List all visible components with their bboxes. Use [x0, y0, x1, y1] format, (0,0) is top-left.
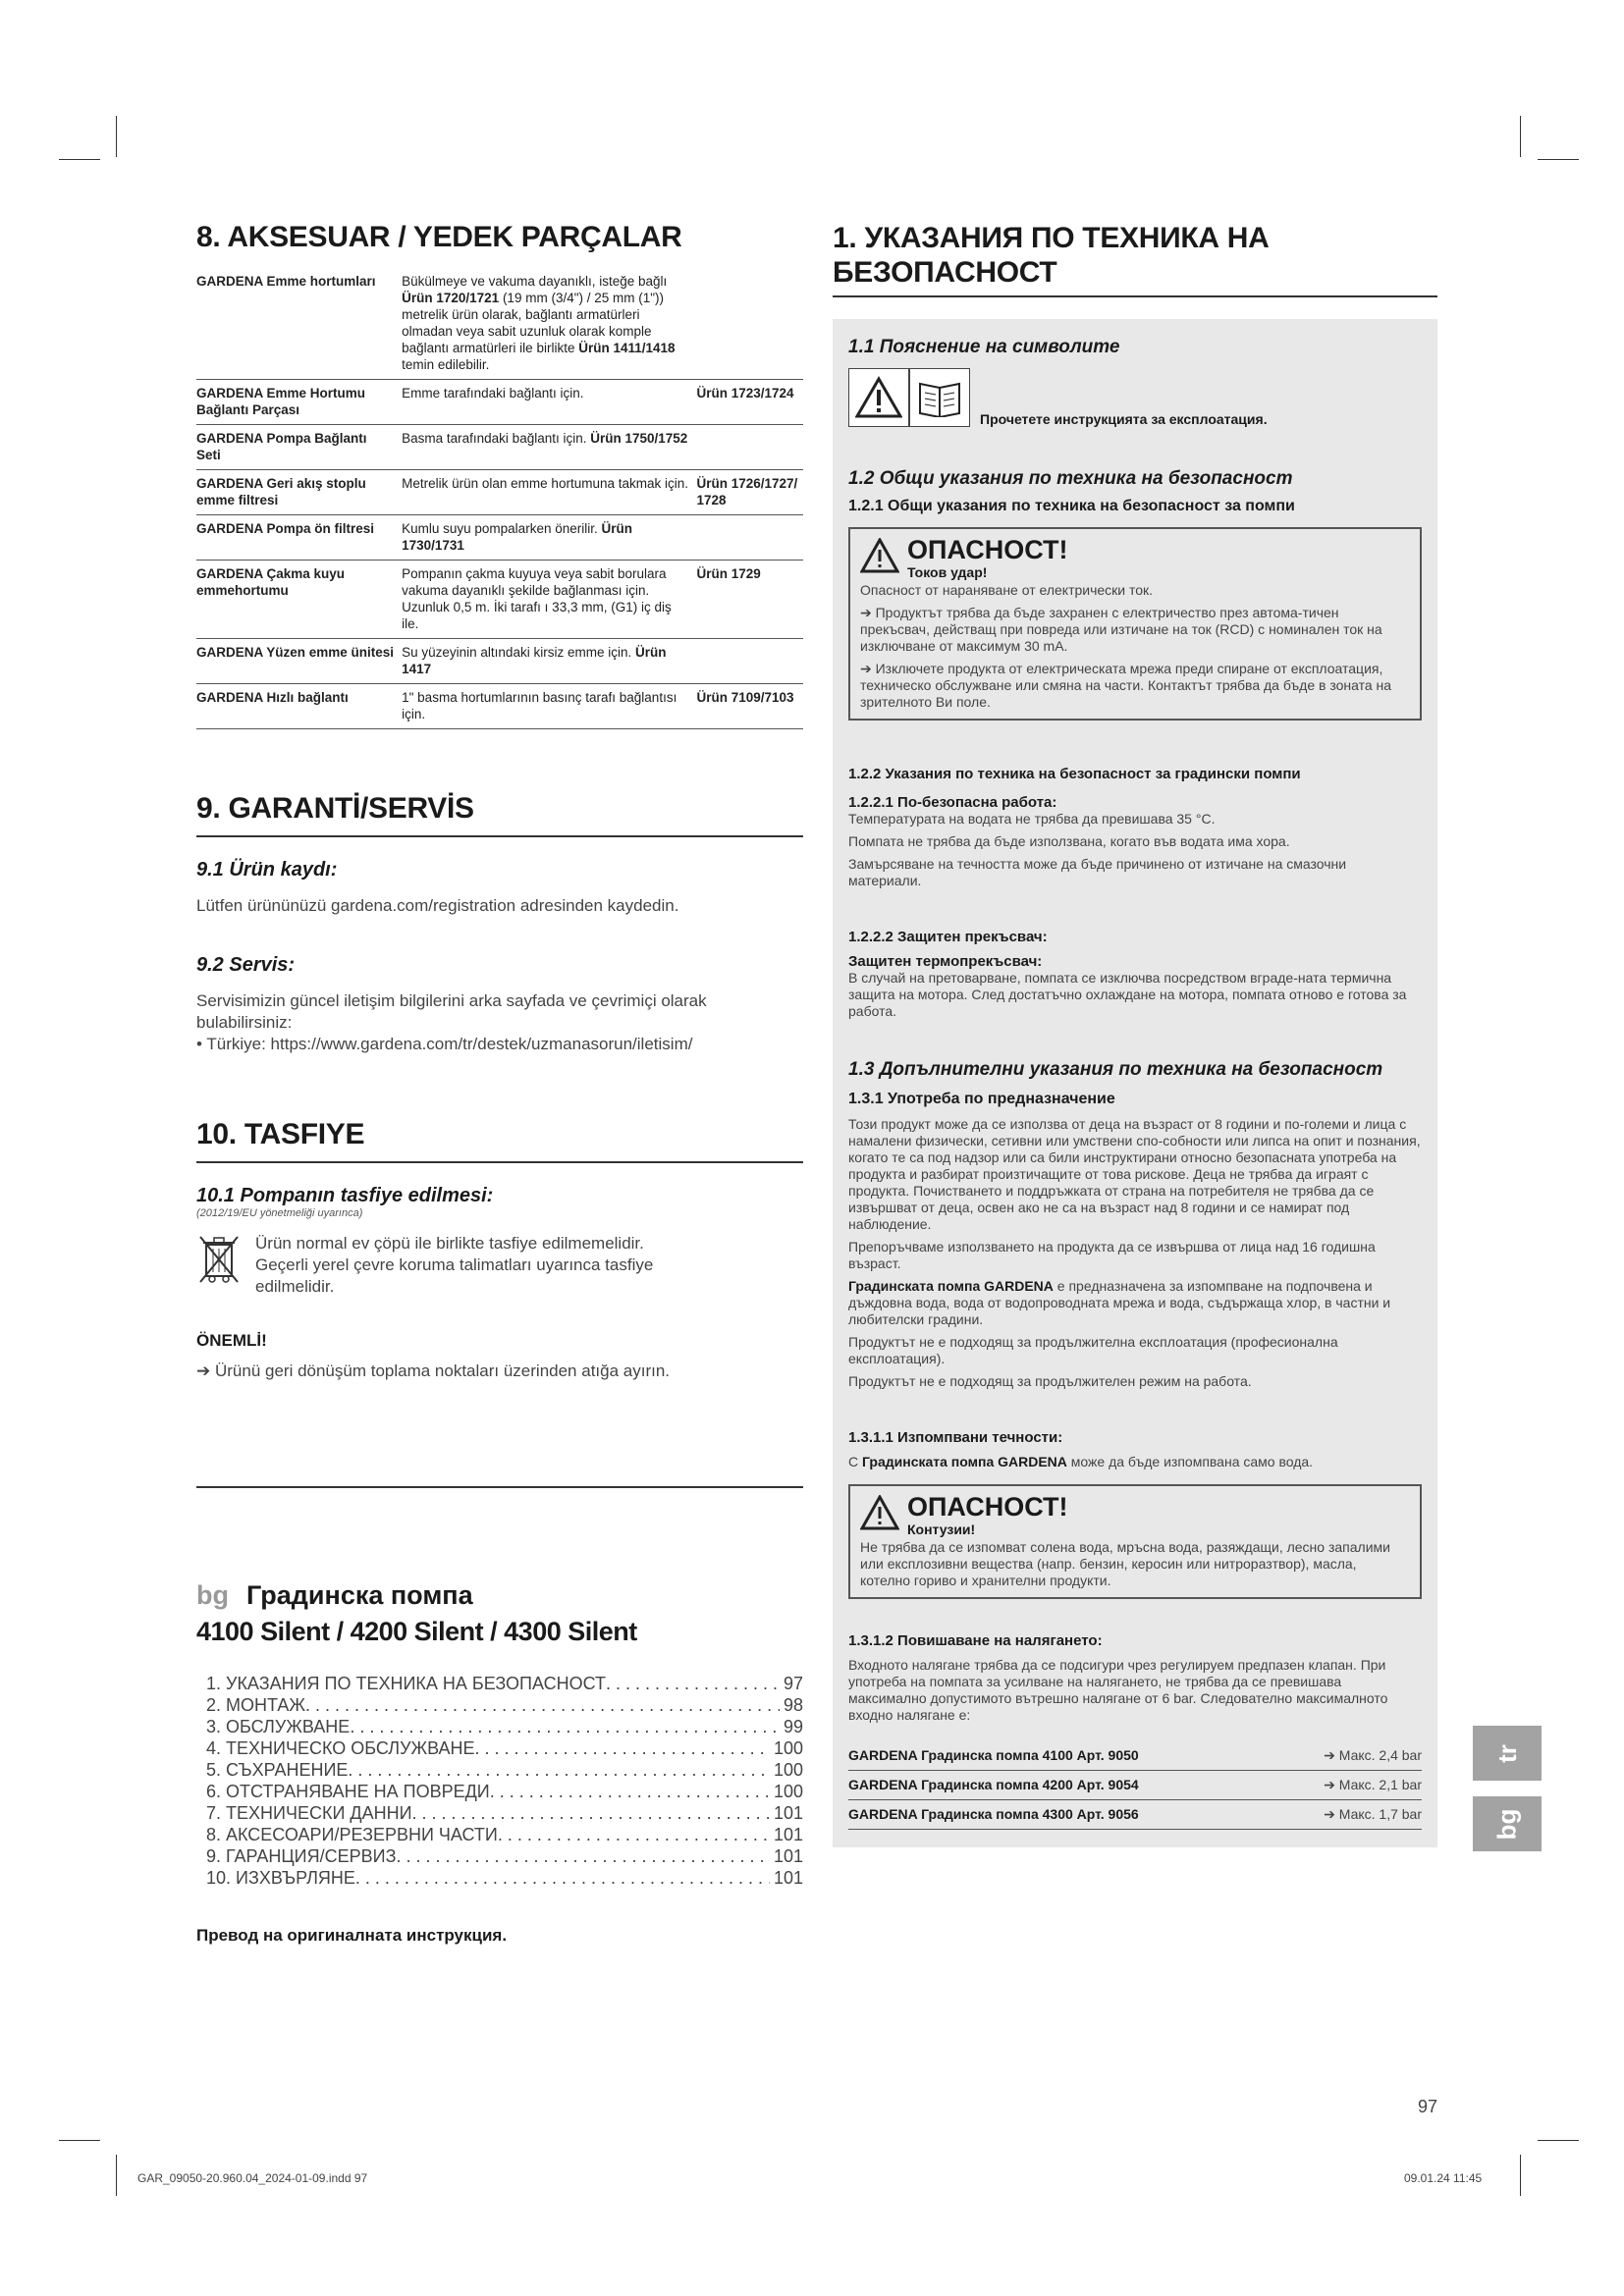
warning-icon [860, 1495, 899, 1535]
s121-title: 1.2.1 Общи указания по техника на безопасност за помпи [848, 498, 1295, 514]
table-row [196, 639, 803, 684]
toc-page: 100 [773, 1760, 803, 1780]
toc-page: 101 [773, 1846, 803, 1866]
section-10-text: Ürün normal ev çöpü ile birlikte tasfiye edilmemelidir. Geçerli yerel çevre koruma talimatları uyarınca tasfiye edilmelidir. [255, 1234, 654, 1296]
toc-page: 98 [783, 1695, 803, 1715]
toc-label: 2. МОНТАЖ [206, 1695, 306, 1715]
toc-item[interactable] [206, 1759, 803, 1781]
table-row [196, 684, 803, 729]
accessory-desc-part: temin edilebilir. [402, 357, 490, 372]
spec-label: GARDENA Градинска помпа 4200 Арт. 9054 [848, 1777, 1139, 1792]
read-manual-text: Прочетете инструкцията за експлоатация. [980, 411, 1268, 427]
section-9-2-text: Servisimizin güncel iletişim bilgilerini arka sayfada ve çevrimiçi olarak bulabilirsiniz: [196, 991, 707, 1032]
toc-item[interactable] [206, 1737, 803, 1759]
accessory-desc [402, 639, 696, 684]
table-row [196, 470, 803, 515]
spec-row [848, 1771, 1422, 1800]
s1221-title: 1.2.2.1 По-безопасна работа: [848, 794, 1057, 811]
spec-value: ➔ Макс. 2,4 bar [1324, 1747, 1422, 1763]
spec-value: ➔ Макс. 1,7 bar [1324, 1806, 1422, 1822]
accessory-desc-part: Metrelik ürün olan emme hortumuna takmak için. [402, 476, 688, 491]
accessory-name: GARDENA Yüzen emme ünitesi [196, 639, 402, 684]
accessory-desc [402, 425, 696, 470]
table-row [196, 380, 803, 425]
accessory-desc [402, 470, 696, 515]
table-row [196, 268, 803, 380]
toc-item[interactable] [206, 1781, 803, 1802]
danger-text: ➔ Продуктът трябва да бъде захранен с електричество през автома-тичен прекъсвач, действащ при повреда или изтичане на ток (RCD) с номинален ток на изключване от максимум 30 mA. [860, 605, 1382, 654]
toc-item[interactable] [206, 1802, 803, 1824]
spec-list [848, 1741, 1422, 1830]
danger-text: ➔ Изключете продукта от електрическата мрежа преди спиране от експлоатация, техническо обслужване или смяна на части. Контактът трябва да бъде в зоната на зрителното Ви поле. [860, 661, 1392, 710]
tab-bg-label: bg [1491, 1808, 1522, 1840]
accessory-code: Ürün 7109/7103 [696, 684, 803, 729]
spec-value: ➔ Макс. 2,1 bar [1324, 1777, 1422, 1792]
crop-mark [116, 2155, 117, 2196]
s131-text: Препоръчваме използването на продукта да се извършва от лица над 16 годишна възраст. [848, 1239, 1376, 1271]
s1311-post: може да бъде изпомпвана само вода. [1066, 1454, 1314, 1469]
toc-page: 101 [773, 1825, 803, 1844]
s131-text: Продуктът не е подходящ за продължителна експлоатация (професионална експлоатация). [848, 1334, 1338, 1366]
s11-title: 1.1 Пояснение на символите [848, 337, 1120, 357]
accessory-name: GARDENA Hızlı bağlantı [196, 684, 402, 729]
toc-page: 100 [773, 1738, 803, 1758]
table-row [196, 425, 803, 470]
section-9-1-title: 9.1 Ürün kaydı: [196, 859, 338, 881]
accessory-desc-part: Kumlu suyu pompalarken önerilir. [402, 521, 602, 536]
s1221-text: Температурата на водата не трябва да превишава 35 °C. [848, 811, 1216, 827]
toc-label: 5. СЪХРАНЕНИЕ [206, 1760, 349, 1780]
toc-item[interactable] [206, 1824, 803, 1845]
toc-item[interactable] [206, 1845, 803, 1867]
toc-page: 101 [773, 1803, 803, 1823]
accessory-code: Ürün 1723/1724 [696, 380, 803, 425]
accessory-desc [402, 561, 696, 639]
crop-mark [116, 116, 117, 157]
toc-label: 8. АКСЕСОАРИ/РЕЗЕРВНИ ЧАСТИ [206, 1825, 498, 1844]
manual-icon [909, 368, 970, 427]
spec-label: GARDENA Градинска помпа 4100 Арт. 9050 [848, 1747, 1139, 1763]
danger-subtitle: Токов удар! [907, 564, 988, 580]
toc-label: 3. ОБСЛУЖВАНЕ [206, 1717, 351, 1736]
spec-row [848, 1800, 1422, 1830]
accessory-desc-part: 1" basma hortumlarının basınç tarafı bağlantısı için. [402, 690, 677, 721]
s131-text: Продуктът не е подходящ за продължителен режим на работа. [848, 1373, 1252, 1389]
toc-label: 1. УКАЗАНИЯ ПО ТЕХНИКА НА БЕЗОПАСНОСТ [206, 1674, 606, 1693]
section-9-2-bullet: • Türkiye: https://www.gardena.com/tr/destek/uzmanasorun/iletisim/ [196, 1035, 693, 1053]
accessory-desc-part: Basma tarafındaki bağlantı için. [402, 431, 591, 446]
translation-note: Превод на оригиналната инструкция. [196, 1926, 508, 1945]
accessory-code [696, 515, 803, 561]
s1311-bold: Градинската помпа GARDENA [862, 1454, 1067, 1469]
s1222-text: В случай на претоварване, помпата се изключва посредством вграде-ната термична защита на мотора. След достатъчно охлаждане на мотора, помпата отново е готова за работа. [848, 970, 1407, 1019]
accessory-desc-part: Pompanın çakma kuyuya veya sabit borulara vakuma dayanıklı şekilde bağlanması için. Uzunluk 0,5 m. İki tarafı ı 33,3 mm, (G1) iç diş ile. [402, 566, 672, 631]
accessory-desc [402, 684, 696, 729]
accessory-desc [402, 515, 696, 561]
accessory-code-inline: Ürün 1417 [402, 645, 667, 676]
toc-item[interactable] [206, 1694, 803, 1716]
accessory-desc [402, 268, 696, 380]
s1222-title: 1.2.2.2 Защитен прекъсвач: [848, 929, 1048, 945]
accessory-code: Ürün 1729 [696, 561, 803, 639]
toc-leader [412, 1802, 770, 1824]
toc-leader [475, 1737, 770, 1759]
right-title: 1. УКАЗАНИЯ ПО ТЕХНИКА НА БЕЗОПАСНОСТ [833, 221, 1437, 297]
toc-page: 101 [773, 1868, 803, 1888]
toc-leader [355, 1867, 770, 1889]
toc-label: 7. ТЕХНИЧЕСКИ ДАННИ [206, 1803, 412, 1823]
accessory-code-inline: Ürün 1730/1731 [402, 521, 632, 553]
crop-mark [1520, 2155, 1521, 2196]
danger-subtitle: Контузии! [907, 1522, 976, 1537]
section-9-title: 9. GARANTİ/SERVİS [196, 792, 803, 837]
danger-box-electric [848, 527, 1422, 721]
s131-text: Този продукт може да се използва от деца на възраст от 8 години и по-големи и лица с намалени физически, сетивни или умствени спо-собности или липса на опит и познания, когато те са под надзор или са били инструктирани относно безопасната употреба на продукта и разбират произтичащите от това рискове. Деца не трябва да играят с продукта. Почистването и поддръжката от страна на потребителя не трябва да се извършват от деца, освен ако не са на възраст над 8 години и се намират под наблюдение. [848, 1116, 1421, 1232]
s1221-text: Замърсяване на течността може да бъде причинено от изтичане на смазочни материали. [848, 856, 1347, 888]
tab-tr-label: tr [1491, 1743, 1522, 1763]
s1222-subtitle: Защитен термопрекъсвач: [848, 953, 1043, 970]
s122-title: 1.2.2 Указания по техника на безопасност за градински помпи [848, 766, 1301, 782]
section-9-2-title: 9.2 Servis: [196, 954, 296, 976]
table-of-contents [196, 1673, 803, 1889]
danger-text: Не трябва да се изпомват солена вода, мръсна вода, разяждащи, лесно запалими или експлозивни вещества (напр. бензин, керосин или нитроразтвор), масла, котелно гориво и хранителни продукти. [860, 1539, 1390, 1588]
s131-bold: Градинската помпа GARDENA [848, 1278, 1054, 1294]
footer-file: GAR_09050-20.960.04_2024-01-09.indd 97 [137, 2171, 368, 2185]
important-label: ÖNEMLİ! [196, 1331, 267, 1350]
important-text: ➔ Ürünü geri dönüşüm toplama noktaları üzerinden atığa ayırın. [196, 1362, 671, 1380]
s12-title: 1.2 Общи указания по техника на безопасност [848, 468, 1293, 489]
accessories-table [196, 268, 803, 729]
s13-title: 1.3 Допълнителни указания по техника на безопасност [848, 1059, 1383, 1080]
spec-label: GARDENA Градинска помпа 4300 Арт. 9056 [848, 1806, 1139, 1822]
crossed-bin-icon [196, 1233, 255, 1291]
s1312-text: Входното налягане трябва да се подсигури чрез регулируем предпазен клапан. При употреба на помпата за усилване на налягането, не трябва да се превишава максимално допустимото вътрешно налягане от 6 bar. Следователно максималното входно налягане е: [848, 1657, 1388, 1723]
crop-mark [59, 2140, 100, 2141]
toc-item[interactable] [206, 1673, 803, 1694]
toc-page: 97 [783, 1674, 803, 1693]
accessory-name: GARDENA Pompa Bağlantı Seti [196, 425, 402, 470]
toc-label: 9. ГАРАНЦИЯ/СЕРВИЗ [206, 1846, 397, 1866]
toc-item[interactable] [206, 1867, 803, 1889]
section-10-title: 10. TASFIYE [196, 1118, 803, 1163]
s131-span: е предназначена за изпомпване на подпочвена и дъждовна вода, вода от водопроводната мрежа и вода, съдържаща хлор, в частни и любителски градини. [848, 1278, 1391, 1327]
s1221-text: Помпата не трябва да бъде използвана, когато във водата има хора. [848, 833, 1290, 849]
product-models: 4100 Silent / 4200 Silent / 4300 Silent [196, 1617, 637, 1646]
accessory-code-inline: Ürün 1411/1418 [578, 341, 676, 355]
safety-panel [833, 319, 1437, 1847]
crop-mark [1538, 159, 1579, 160]
toc-item[interactable] [206, 1716, 803, 1737]
accessory-desc-part: (19 mm (3/4") / 25 mm (1")) metrelik ürün olarak, bağlantı armatürleri olmadan veya sabit uzunluk olarak komple bağlantı armatürleri ile birlikte [402, 291, 665, 355]
tab-bg[interactable] [1473, 1796, 1542, 1851]
accessory-code [696, 268, 803, 380]
product-title: Градинска помпа [246, 1580, 473, 1610]
toc-page: 100 [773, 1782, 803, 1801]
crop-mark [59, 159, 100, 160]
crop-mark [1520, 116, 1521, 157]
accessory-code [696, 425, 803, 470]
spec-row [848, 1741, 1422, 1771]
accessory-code-inline: Ürün 1750/1752 [590, 431, 688, 446]
accessory-desc-part: Bükülmeye ve vakuma dayanıklı, isteğe bağlı [402, 274, 668, 289]
accessory-desc [402, 380, 696, 425]
toc-leader [350, 1716, 780, 1737]
toc-leader [305, 1694, 780, 1716]
bg-title-line [196, 1580, 803, 1611]
accessory-code [696, 639, 803, 684]
section-9-1-text: Lütfen ürününüzü gardena.com/registration adresinden kaydedin. [196, 896, 679, 915]
accessory-name: GARDENA Çakma kuyu emmehortumu [196, 561, 402, 639]
language-code: bg [196, 1580, 229, 1610]
table-row [196, 561, 803, 639]
accessory-code: Ürün 1726/1727/ 1728 [696, 470, 803, 515]
warning-icon [860, 538, 899, 578]
section-8-title: 8. AKSESUAR / YEDEK PARÇALAR [196, 221, 682, 253]
accessory-code-inline: Ürün 1720/1721 [402, 291, 500, 305]
toc-leader [606, 1673, 780, 1694]
danger-title: ОПАСНОСТ! [907, 1492, 1068, 1522]
accessory-desc-part: Emme tarafındaki bağlantı için. [402, 386, 584, 400]
s1311-title: 1.3.1.1 Изпомпвани течности: [848, 1429, 1063, 1446]
tab-tr[interactable] [1473, 1726, 1542, 1781]
toc-leader [348, 1759, 770, 1781]
s1311-text [848, 1454, 1422, 1470]
footer-date: 09.01.24 11:45 [1404, 2171, 1483, 2185]
accessory-desc-part: Su yüzeyinin altındaki kirsiz emme için. [402, 645, 635, 660]
danger-title: ОПАСНОСТ! [907, 535, 1068, 564]
right-column [833, 221, 1437, 1847]
left-column [196, 221, 803, 1946]
accessory-name: GARDENA Geri akış stoplu emme filtresi [196, 470, 402, 515]
accessory-name: GARDENA Pompa ön filtresi [196, 515, 402, 561]
section-10-1-title: 10.1 Pompanın tasfiye edilmesi: [196, 1185, 494, 1206]
page-number: 97 [1418, 2097, 1438, 2116]
warning-icon [848, 368, 909, 427]
toc-leader [396, 1845, 770, 1867]
toc-label: 10. ИЗХВЪРЛЯНЕ [206, 1868, 355, 1888]
danger-box-injury [848, 1484, 1422, 1599]
toc-label: 4. ТЕХНИЧЕСКО ОБСЛУЖВАНЕ [206, 1738, 475, 1758]
table-row [196, 515, 803, 561]
accessory-name: GARDENA Emme Hortumu Bağlantı Parçası [196, 380, 402, 425]
s1312-title: 1.3.1.2 Повишаване на налягането: [848, 1632, 1103, 1649]
toc-page: 99 [783, 1717, 803, 1736]
danger-text: Опасност от нараняване от електрически ток. [860, 582, 1154, 598]
s1311-pre: С [848, 1454, 862, 1469]
s131-text [848, 1278, 1422, 1328]
s131-title: 1.3.1 Употреба по предназначение [848, 1091, 1115, 1107]
section-10-1-note: (2012/19/EU yönetmeliği uyarınca) [196, 1207, 363, 1219]
toc-leader [498, 1824, 770, 1845]
crop-mark [1538, 2140, 1579, 2141]
toc-leader [490, 1781, 770, 1802]
toc-label: 6. ОТСТРАНЯВАНЕ НА ПОВРЕДИ [206, 1782, 490, 1801]
accessory-name: GARDENA Emme hortumları [196, 268, 402, 380]
